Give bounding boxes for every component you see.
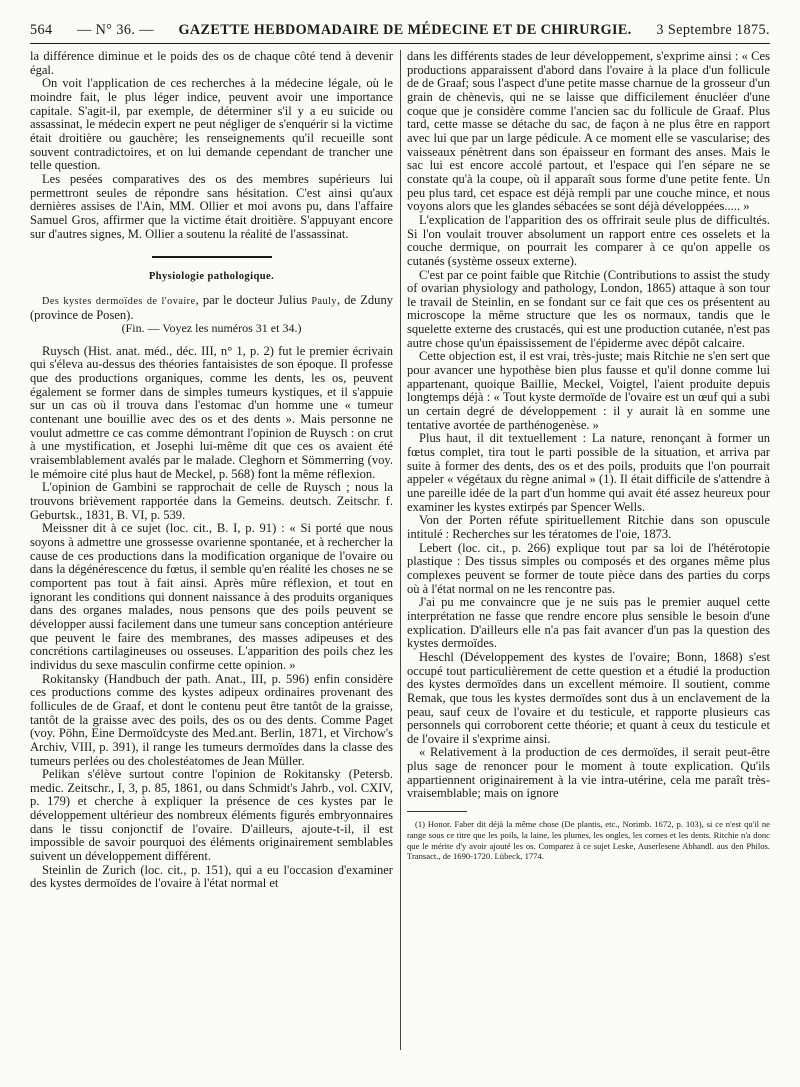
section-rule <box>152 256 272 258</box>
paragraph: Cette objection est, il est vrai, très-juste; mais Ritchie ne s'en sert que pour avancer une hypothèse bien plus fausse et qu'il donne comme lui appartenant, quoique Baillie, Meckel, Voigtel, l'aient produite depuis longtemps déjà : « Tout kyste dermoïde de l'ovaire est un œuf qui a subi un certain degré de développement : il y aurait là en somme une tentative avortée de parthénogenèse. » <box>407 349 770 432</box>
paragraph: Ruysch (Hist. anat. méd., déc. III, n° 1, p. 2) fut le premier écrivain qui s'éleva au-dessus des théories fantaisistes de son époque. Il professe que des productions organiques, comme les dents, les os, peuvent également se former dans de simples tumeurs kystiques, et il s'appuie sur un cas où il trouva dans l'estomac d'un homme une « tumeur contenant une bouillie avec des os et des dents ». Mais personne ne voulut admettre ce cas comme démontrant l'opinion de Ruysch : on crut à une mystification, et Josephi lui-même dit que ces os avaient été vraisemblablement avalés par le malade. Cleghorn et Sömmerring (voy. le mémoire cité plus haut de Meckel, p. 568) font la même réflexion. <box>30 343 393 481</box>
paragraph: C'est par ce point faible que Ritchie (Contributions to assist the study of ovarian physiology and pathology, London, 1865) attaque à son tour le travail de Steinlin, en se fondant sur ce fait que ces os présentent au microscope la même structure que les os normaux, tandis que le squelette externe des crustacés, qui est une production cutanée, n'est pas autre chose qu'un épaississement de l'épiderme avec dépôt calcaire. <box>407 267 770 350</box>
section-heading: Physiologie pathologique. <box>148 271 275 283</box>
paragraph: Heschl (Développement des kystes de l'ovaire; Bonn, 1868) s'est occupé tout particulièrement de cette question et a étudié la production des kystes dermoïdes dans un excellent mémoire. Il soutient, comme Remak, que tous les kystes dermoïdes sont dus à un enclavement de la peau, sauf ceux de l'ovaire et du testicule, et rapporte plusieurs cas personnels qui corroborent cette théorie; et quant à ceux du testicule et de l'ovaire il s'exprime ainsi. <box>407 649 770 746</box>
footnote-text: (1) Honor. Faber dit déjà la même chose (De plantis, etc., Norimb. 1672, p. 103), si ce n'est qu'il ne range sous ce titre que les poils, la laine, les plumes, les ongles, les cornes et les dents. Ritchie n'a donc que le mérite d'y avoir ajouté les os. Comparez à ce sujet Leske, Auserlesene Abhandl. aus den Philos. Transact., de 1690-1720. Lübeck, 1774. <box>407 819 770 862</box>
continuation-note: (Fin. — Voyez les numéros 31 et 34.) <box>121 321 302 336</box>
article-title <box>30 294 393 322</box>
header-rule <box>30 43 770 44</box>
journal-title: GAZETTE HEBDOMADAIRE DE MÉDECINE ET DE CHIRURGIE. <box>178 22 632 38</box>
paragraph: Pelikan s'élève surtout contre l'opinion de Rokitansky (Petersb. medic. Zeitschr., I, 3, p. 85, 1861, ou dans Schmidt's Jahrb., vol. CXIV, p. 179) et cherche à expliquer la présence de ces kystes par le développement ultérieur des nombreux éléments figurés embryonnaires dans le tissu conjonctif de l'ovaire. D'ailleurs, ajoute-t-il, il est impossible de savoir pourquoi des éléments originairement semblables suivent un développement différent. <box>30 767 393 864</box>
article-author: Pauly <box>311 295 338 307</box>
paragraph: Rokitansky (Handbuch der path. Anat., III, p. 596) enfin considère ces productions comme des kystes adipeux ordinaires provenant des follicules de de Graaf, et dont le contenu peut être tantôt de la graisse, tantôt de la graisse avec des poils, des os ou des dents. Comme Paget (voy. Pöhn, Eine Dermoïdcyste des Med.ant. Berlin, 1871, et Virchow's Archiv, VIII, p. 391), il range les tumeurs dermoïdes dans la classe des tumeurs perlées ou des cholestéatomes de Jean Müller. <box>30 671 393 768</box>
paragraph: dans les différents stades de leur développement, s'exprime ainsi : « Ces productions apparaissent d'abord dans l'ovaire à la place d'un follicule de de Graaf; sous l'aspect d'une petite masse charnue de la grosseur d'un grain de chènevis, qui ne se laisse que difficilement énucléer d'une coque que je considère comme l'ancien sac du follicule de Graaf. Plus tard, cette masse se détache du sac, de façon à ne plus être en rapport avec lui que par un large pédicule. A ce moment elle se vascularise; des vaisseaux pénètrent dans son épaisseur en formant des anses. Mais le sac lui est encore accolé partout, et l'espace qui l'en sépare ne se constate qu'à la coupe, où il apparaît sous forme d'une petite fente. Un peu plus tard, cet espace est déjà rempli par une couche mince, et nous voyons alors que les glandes sébacées se sont déjà développées..... » <box>407 50 770 214</box>
body-columns <box>30 50 770 1050</box>
left-column <box>30 50 393 1050</box>
issue-date: 3 Septembre 1875. <box>656 22 770 38</box>
column-divider <box>400 50 401 1050</box>
paragraph: Lebert (loc. cit., p. 266) explique tout par sa loi de l'hétérotopie plastique : Des tissus simples ou composés et des organes même plus complexes peuvent se former de toute pièce dans des parties du corps où à l'état normal on ne les rencontre pas. <box>407 540 770 596</box>
paragraph: L'explication de l'apparition des os offrirait seule plus de difficultés. Si l'on voulait trouver absolument un rapport entre ces osselets et la couche dermique, on pourrait les comparer à ce qu'on appelle os cutanés (système osseux externe). <box>407 212 770 268</box>
paragraph: On voit l'application de ces recherches à la médecine légale, où le moindre fait, le plus léger indice, peuvent avoir une importance capitale. S'agit-il, par exemple, de déterminer s'il y a eu suicide ou assassinat, le médecin expert ne peut négliger de s'enquérir si la victime était droitière ou gauchère; les renseignements qu'il recueille sont souvent contradictoires, et on lui demande cependant de trancher une telle question. <box>30 76 393 173</box>
article-author-rest: , de Zduny (province de Posen). <box>30 292 393 322</box>
paragraph: Plus haut, il dit textuellement : La nature, renonçant à former un fœtus complet, tira tout le parti possible de la situation, et arriva par suite à former des dents, des os et des poils, produits que l'on pourrait appeler « végétaux du règne animal » (1). Il était difficile de s'attendre à une pareille idée de la part d'un homme qui avait été assez heureux pour examiner les kystes extirpés par Spencer Wells. <box>407 431 770 514</box>
paragraph: « Relativement à la production de ces dermoïdes, il serait peut-être plus sage de renoncer pour le moment à toute explication. Qu'ils appartiennent originairement à la vie intra-utérine, cela me paraît très-vraisemblable; mais on ignore <box>407 745 770 801</box>
paragraph: Von der Porten réfute spirituellement Ritchie dans son opuscule intitulé : Recherches sur les tératomes de l'oie, 1873. <box>407 513 770 541</box>
paragraph: Steinlin de Zurich (loc. cit., p. 151), qui a eu l'occasion d'examiner des kystes dermoïdes de l'ovaire à l'état normal et <box>30 862 393 891</box>
issue-number: — N° 36. — <box>77 22 154 38</box>
paragraph: J'ai pu me convaincre que je ne suis pas le premier auquel cette interprétation ne fasse que rendre encore plus sensible le besoin d'une explication. D'ailleurs elle n'a pas fait avancer d'un pas la question des kystes dermoïdes. <box>407 595 770 651</box>
page-number: 564 <box>30 22 53 38</box>
footnote <box>407 819 770 862</box>
page-header <box>30 22 770 43</box>
paragraph: Meissner dit à ce sujet (loc. cit., B. I, p. 91) : « Si porté que nous soyons à admettre une grossesse ovarienne spontanée, et à rechercher la cause de ces productions dans la modification organique de l'ovaire ou dans la dégénérescence du fœtus, il semble qu'en réalité les choses ne se comportent pas tout à fait ainsi. Après mûre réflexion, et tout en ignorant les conditions qui donnent naissance à des produits organiques dans des organes malades, nous pensons que des poils peuvent se développer aussi facilement dans une tumeur sans conception antérieure que peuvent le faire des membranes, des masses adipeuses et des concrétions cartilagineuses ou osseuses. L'apparition des poils chez les individus du sexe masculin confirme cette opinion. » <box>30 521 393 672</box>
paragraph: la différence diminue et le poids des os de chaque côté tend à devenir égal. <box>30 50 393 77</box>
paragraph: Les pesées comparatives des os des membres supérieurs lui permettront seules de répondre sans hésitation. C'est ainsi qu'aux dernières assises de l'Ain, MM. Ollier et moi avons pu, dans l'affaire Samuel Gros, affirmer que la victime était droitière. S'appuyant encore sur d'autres signes, M. Ollier a soutenu la réalité de l'assassinat. <box>30 171 393 241</box>
right-column <box>407 50 770 1050</box>
paragraph: L'opinion de Gambini se rapprochait de celle de Ruysch ; nous la trouvons brièvement rapportée dans la Gemeins. deutsch. Zeitschr. f. Geburtsk., 1831, B. VI, p. 539. <box>30 480 393 522</box>
article-title-rest: , par le docteur Julius <box>195 292 308 307</box>
article-title-main: Des kystes dermoïdes de l'ovaire <box>42 295 196 307</box>
footnote-rule <box>407 811 467 812</box>
